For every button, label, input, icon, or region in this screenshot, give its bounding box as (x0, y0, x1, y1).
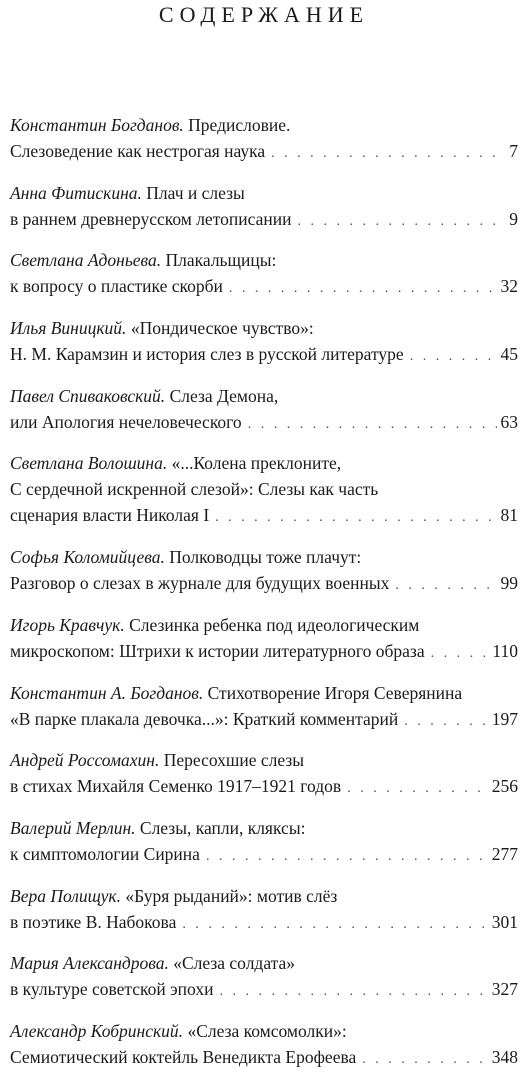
toc-title: к симптомологии Сирина (10, 843, 200, 864)
dot-leader (431, 641, 489, 667)
toc-entry-last-line (10, 976, 518, 1002)
toc-author: Вера Полищук. (10, 885, 121, 906)
toc-title: в раннем древнерусском летописании (10, 208, 292, 229)
toc-title: Стихотворение Игоря Северянина (207, 682, 463, 703)
toc-entry[interactable] (10, 1018, 518, 1074)
toc-entry-last-line (10, 341, 518, 367)
toc-entry-last-line (10, 841, 518, 867)
toc-entry[interactable] (10, 815, 518, 871)
dot-leader (404, 709, 488, 735)
toc-author: Игорь Кравчук. (10, 614, 125, 635)
toc-title: «...Колена преклоните, (171, 453, 342, 474)
toc-entry[interactable] (10, 450, 518, 532)
toc-entry-last-line (10, 638, 518, 664)
toc-entry-first-line (10, 883, 518, 909)
toc-entry-first-line (10, 680, 518, 706)
toc-entry-first-line (10, 747, 518, 773)
toc-page-number: 45 (500, 344, 518, 365)
toc-entry[interactable] (10, 950, 518, 1006)
toc-entry-first-line (10, 950, 518, 976)
toc-title: «Слеза солдата» (173, 953, 296, 974)
toc-entry-last-line (10, 138, 518, 164)
toc-title: Разговор о слезах в журнале для будущих военных (10, 573, 390, 594)
toc-page-number: 81 (500, 505, 518, 526)
toc-author: Светлана Адоньева. (10, 250, 162, 271)
toc-entry-last-line (10, 909, 518, 935)
dot-leader (347, 776, 488, 802)
toc-page-number: 256 (491, 776, 518, 797)
toc-author: Андрей Россомахин. (10, 750, 160, 771)
dot-leader (362, 1047, 487, 1073)
toc-entry[interactable] (10, 315, 518, 371)
dot-leader (229, 276, 497, 302)
toc-entry-last-line (10, 570, 518, 596)
toc-page-number: 197 (491, 708, 518, 729)
toc-title: «Пондическое чувство»: (130, 318, 314, 339)
toc-author: Илья Виницкий. (10, 318, 127, 339)
toc-author: Светлана Волошина. (10, 453, 168, 474)
table-of-contents (10, 112, 518, 1086)
toc-entry-middle-line (10, 476, 518, 502)
toc-page-number: 99 (500, 573, 518, 594)
toc-title: микроскопом: Штрихи к истории литературного образа (10, 640, 425, 661)
toc-entry[interactable] (10, 883, 518, 939)
toc-entry[interactable] (10, 180, 518, 236)
toc-entry-first-line (10, 247, 518, 273)
toc-page-number: 9 (509, 208, 518, 229)
toc-title: в стихах Михайля Семенко 1917–1921 годов (10, 776, 342, 797)
toc-entry-last-line (10, 1044, 518, 1070)
toc-entry-last-line (10, 206, 518, 232)
toc-author: Павел Спиваковский. (10, 385, 166, 406)
toc-page-number: 277 (491, 843, 518, 864)
toc-title: к вопросу о пластике скорби (10, 276, 223, 297)
toc-entry-first-line (10, 383, 518, 409)
dot-leader (206, 844, 488, 870)
dot-leader (410, 344, 497, 370)
toc-entry[interactable] (10, 680, 518, 736)
dot-leader (182, 912, 487, 938)
dot-leader (395, 573, 496, 599)
toc-title: Слезоведение как нестрогая наука (10, 141, 266, 161)
toc-title: Предисловие. (188, 115, 291, 135)
toc-title: Семиотический коктейль Венедикта Ерофеева (10, 1046, 357, 1067)
toc-title: Слеза Демона, (169, 385, 279, 406)
toc-author: Мария Александрова. (10, 953, 169, 974)
dot-leader (215, 505, 496, 531)
toc-title: «В парке плакала девочка...»: Краткий комментарий (10, 708, 399, 729)
toc-title: или Апология нечеловеческого (10, 411, 242, 432)
dot-leader (271, 141, 505, 167)
toc-title: Плакальщицы: (165, 250, 277, 271)
toc-entry-first-line (10, 815, 518, 841)
dot-leader (219, 979, 487, 1005)
toc-page-number: 63 (500, 411, 518, 432)
toc-title: Слезы, капли, кляксы: (139, 817, 306, 838)
toc-author: Валерий Мерлин. (10, 817, 136, 838)
toc-title: С сердечной искренной слезой»: Слезы как часть (10, 479, 379, 500)
toc-title: Слезинка ребенка под идеологическим (129, 614, 420, 635)
toc-title: «Буря рыданий»: мотив слёз (125, 885, 338, 906)
toc-entry-first-line (10, 315, 518, 341)
toc-author: Константин Богданов. (10, 115, 184, 135)
toc-title: Пересохшие слезы (163, 750, 305, 771)
toc-entry[interactable] (10, 112, 518, 168)
toc-entry-first-line (10, 450, 518, 476)
toc-title: «Слеза комсомолки»: (187, 1020, 347, 1041)
dot-leader (297, 209, 505, 235)
toc-author: Анна Фитискина. (10, 182, 142, 203)
toc-entry-first-line (10, 112, 518, 138)
toc-page-number: 327 (491, 979, 518, 1000)
toc-entry[interactable] (10, 612, 518, 668)
toc-entry[interactable] (10, 247, 518, 303)
toc-author: Софья Коломийцева. (10, 547, 165, 568)
toc-title: в поэтике В. Набокова (10, 911, 177, 932)
toc-entry-first-line (10, 544, 518, 570)
toc-page-number: 7 (509, 141, 518, 161)
page-title: СОДЕРЖАНИЕ (158, 2, 370, 27)
toc-entry[interactable] (10, 544, 518, 600)
dot-leader (248, 412, 497, 438)
toc-entry-first-line (10, 612, 518, 638)
toc-title: Полководцы тоже плачут: (169, 547, 362, 568)
toc-title: сценария власти Николая I (10, 505, 210, 526)
toc-title: в культуре советской эпохи (10, 979, 214, 1000)
toc-entry[interactable] (10, 747, 518, 803)
toc-entry-last-line (10, 502, 518, 528)
toc-entry-first-line (10, 1018, 518, 1044)
toc-title: Плач и слезы (146, 182, 245, 203)
toc-entry-last-line (10, 773, 518, 799)
toc-page-number: 110 (492, 640, 518, 661)
toc-page-number: 301 (491, 911, 518, 932)
toc-page-number: 32 (500, 276, 518, 297)
toc-author: Константин А. Богданов. (10, 682, 204, 703)
toc-entry[interactable] (10, 383, 518, 439)
toc-page-number: 348 (491, 1046, 518, 1067)
toc-entry-first-line (10, 180, 518, 206)
toc-author: Александр Кобринский. (10, 1020, 184, 1041)
toc-entry-last-line (10, 409, 518, 435)
toc-entry-last-line (10, 273, 518, 299)
toc-entry-last-line (10, 706, 518, 732)
toc-title: Н. М. Карамзин и история слез в русской литературе (10, 344, 404, 365)
